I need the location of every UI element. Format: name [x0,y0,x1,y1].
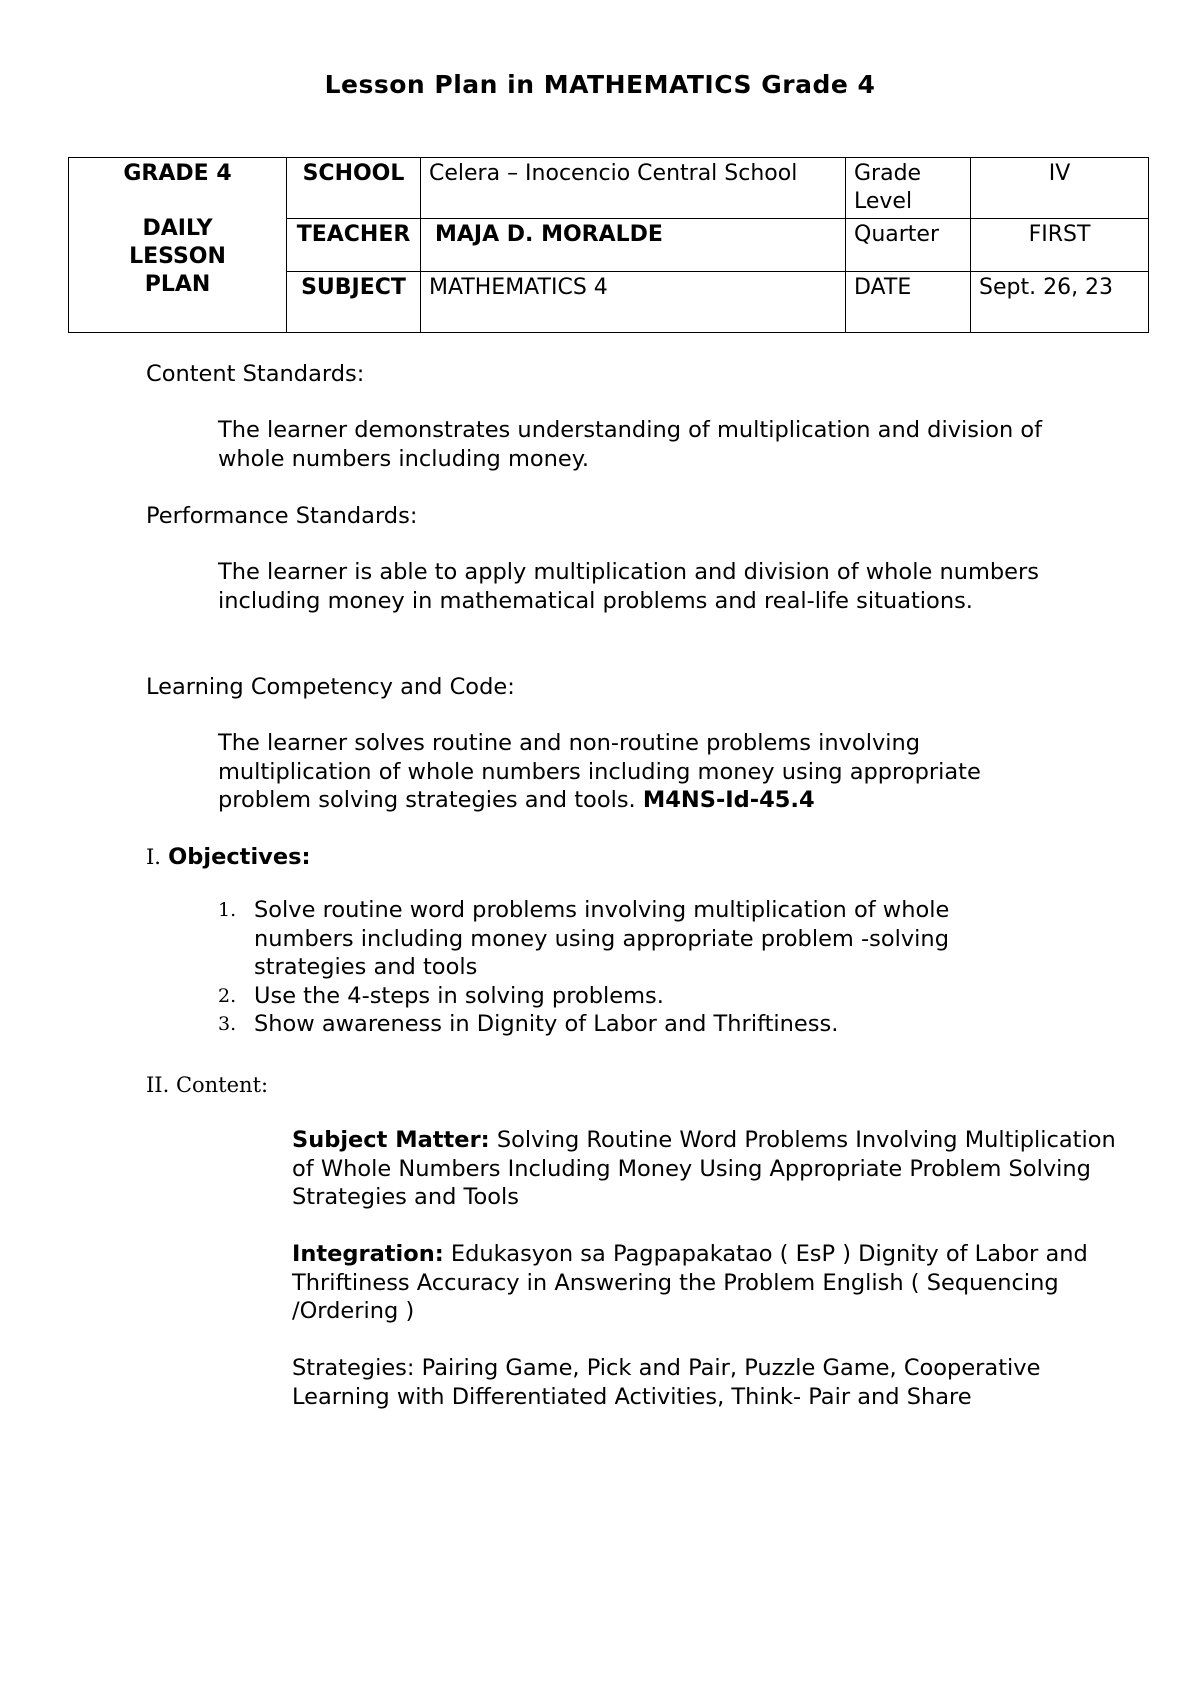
strategies-text: Strategies: Pairing Game, Pick and Pair, Puzzle Game, Cooperative Learning with Differentiated Activities, Think- Pair and Share [292,1355,1041,1410]
integration-label: Integration: [292,1241,444,1267]
learning-competency-block [218,729,1078,815]
subject-matter-block [292,1126,1122,1212]
objective-text: Show awareness in Dignity of Labor and Thriftiness. [254,1011,839,1037]
objectives-numeral: I. [146,845,161,869]
plan-label: PLAN [144,272,211,297]
content-standards-text: The learner demonstrates understanding of multiplication and division of whole numbers including money. [218,417,1043,472]
grade-level-label: Grade Level [846,158,971,219]
objectives-list [218,896,978,1039]
teacher-label: TEACHER [287,219,421,272]
daily-lesson-plan-cell [69,158,287,333]
list-item [218,896,978,982]
lesson-label: LESSON [129,244,226,269]
page-title: Lesson Plan in MATHEMATICS Grade 4 [324,70,876,99]
list-item [218,1010,978,1039]
objective-text: Use the 4-steps in solving problems. [254,982,664,1009]
competency-code: M4NS-Id-45.4 [642,787,815,813]
content-heading: II. Content: [146,1073,269,1097]
grade-level-value: IV [971,158,1149,219]
subject-matter-text: Solving Routine Word Problems Involving Multiplication of Whole Numbers Including Money Using Appropriate Problem Solving Strategies and Tools [292,1127,1116,1210]
subject-value: MATHEMATICS 4 [421,272,846,333]
objective-number: 2. [218,984,237,1007]
objectives-label: Objectives: [168,844,311,870]
learning-competency-heading: Learning Competency and Code: [146,674,515,700]
school-label: SCHOOL [287,158,421,219]
daily-label: DAILY [142,216,213,241]
content-standards-heading: Content Standards: [146,361,365,387]
objective-number: 1. [218,899,237,921]
integration-text: Edukasyon sa Pagpapakatao ( EsP ) Dignity of Labor and Thriftiness Accuracy in Answering the Problem English ( Sequencing /Ordering ) [292,1241,1088,1324]
quarter-label: Quarter [846,219,971,272]
teacher-value: MAJA D. MORALDE [421,219,846,272]
school-value: Celera – Inocencio Central School [421,158,846,219]
date-value: Sept. 26, 23 [971,272,1149,333]
objective-text: Solve routine word problems involving multiplication of whole numbers including money using appropriate problem -solving strategies and tools [254,897,950,980]
objective-number: 3. [218,1013,237,1035]
table-row [69,158,1149,219]
objectives-heading [146,843,310,872]
quarter-value: FIRST [971,219,1149,272]
performance-standards-heading: Performance Standards: [146,503,418,529]
subject-label: SUBJECT [287,272,421,333]
date-label: DATE [846,272,971,333]
list-item [218,982,978,1011]
lesson-header-table [68,157,1149,333]
learning-competency-text: The learner solves routine and non-routine problems involving multiplication of whole numbers including money using appropriate problem solving strategies and tools. [218,730,981,813]
integration-block [292,1240,1122,1326]
performance-standards-text: The learner is able to apply multiplication and division of whole numbers including money in mathematical problems and real-life situations. [218,559,1039,614]
grade-label: GRADE 4 [123,161,232,186]
subject-matter-label: Subject Matter: [292,1127,490,1153]
